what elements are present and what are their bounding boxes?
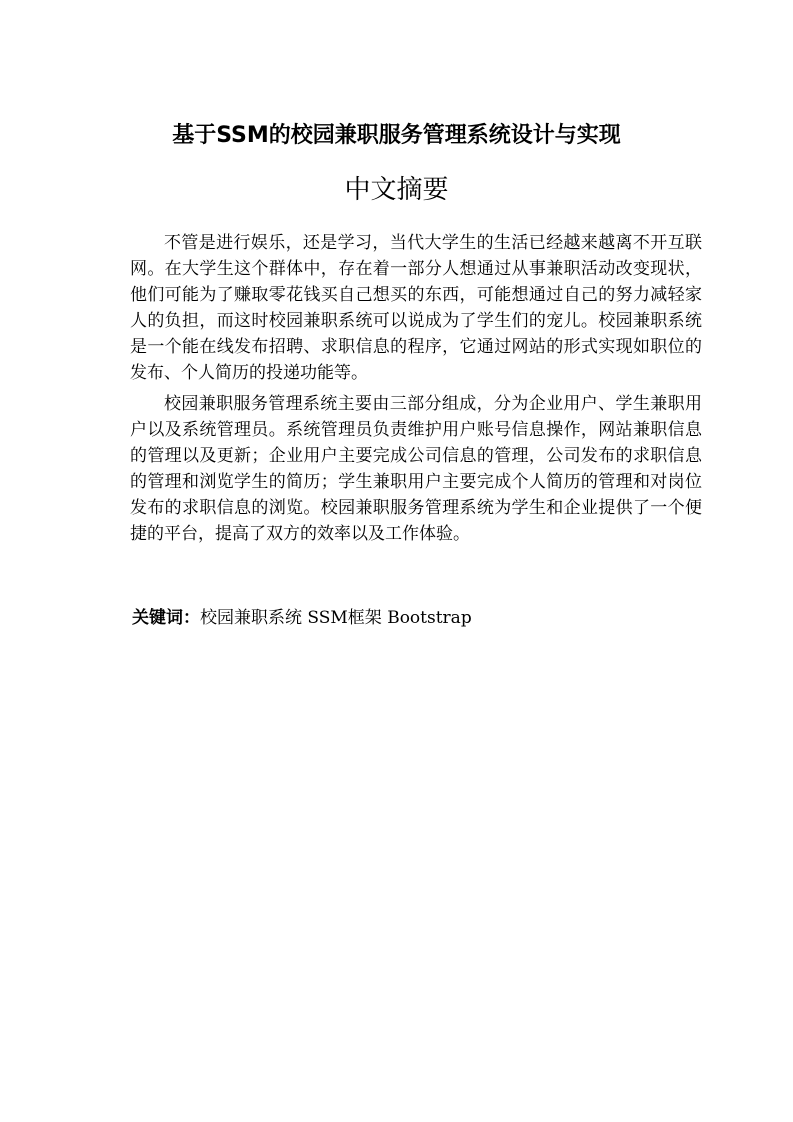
keywords-label: 关键词： (132, 608, 200, 628)
abstract-heading: 中文摘要 (344, 175, 449, 205)
abstract-paragraph: 校园兼职服务管理系统主要由三部分组成，分为企业用户、学生兼职用户以及系统管理员。系统管理员负责维护用户账号信息操作，网站兼职信息的管理以及更新；企业用户主要完成公司信息的管理，公司发布的求职信息的管理和浏览学生的简历；学生兼职用户主要完成个人简历的管理和对岗位发布的求职信息的浏览。校园兼职服务管理系统为学生和企业提供了一个便捷的平台，提高了双方的效率以及工作体验。 (130, 394, 702, 544)
keywords-value: 校园兼职系统 SSM框架 Bootstrap (200, 608, 472, 628)
keywords-line (132, 605, 704, 631)
document-title: 基于SSM的校园兼职服务管理系统设计与实现 (172, 123, 621, 148)
abstract-paragraph: 不管是进行娱乐，还是学习，当代大学生的生活已经越来越离不开互联网。在大学生这个群体中，存在着一部分人想通过从事兼职活动改变现状，他们可能为了赚取零花钱买自己想买的东西，可能想通过自己的努力减轻家人的负担，而这时校园兼职系统可以说成为了学生们的宠儿。校园兼职系统是一个能在线发布招聘、求职信息的程序，它通过网站的形式实现如职位的发布、个人简历的投递功能等。 (130, 233, 702, 383)
